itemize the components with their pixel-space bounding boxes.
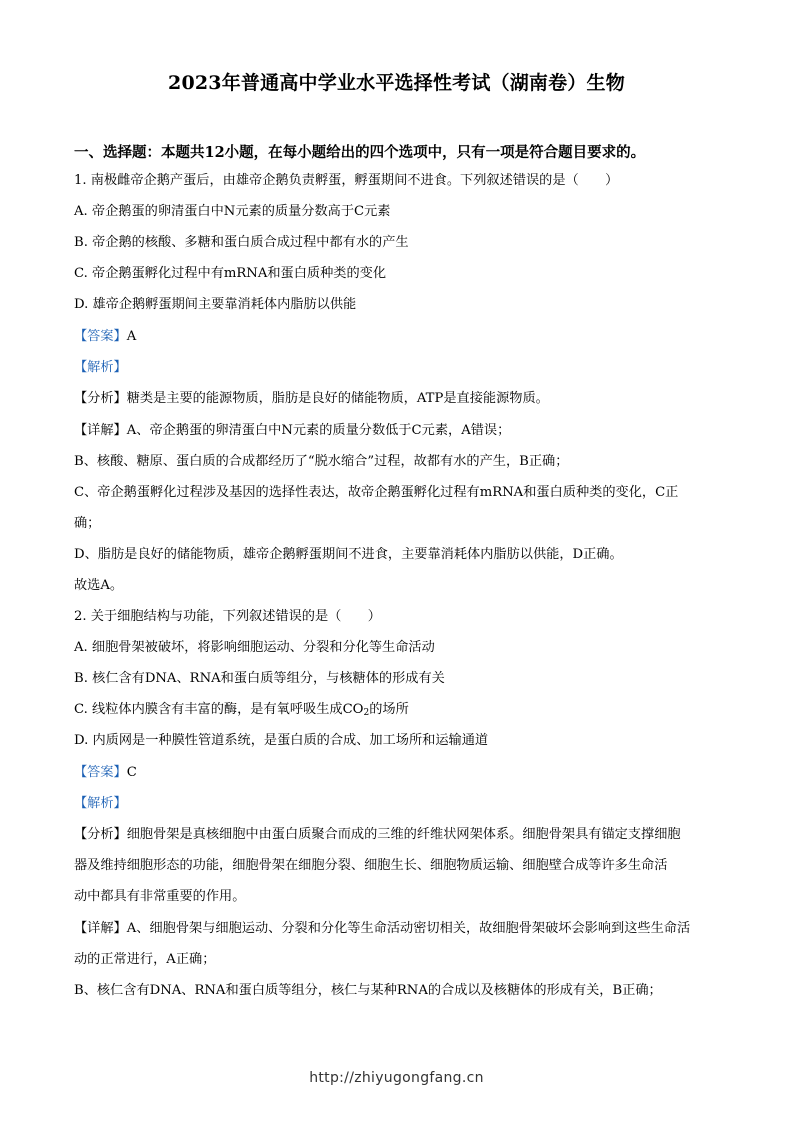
q1-analysis-tag: 【解析】 (74, 360, 127, 375)
option-c-tail: 的场所 (369, 702, 409, 717)
section-heading: 一、选择题：本题共12小题，在每小题给出的四个选项中，只有一项是符合题目要求的。 (74, 144, 646, 161)
q2-xiangjie-a (74, 920, 690, 938)
q2-option-b: B. 核仁含有DNA、RNA和蛋白质等组分，与核糖体的形成有关 (74, 671, 445, 686)
fenxi-text: 糖类是主要的能源物质，脂肪是良好的储能物质，ATP是直接能源物质。 (126, 391, 549, 406)
question-1-stem: 1. 南极雌帝企鹅产蛋后，由雄帝企鹅负责孵蛋，孵蛋期间不进食。下列叙述错误的是（ ） (74, 173, 619, 188)
q1-option-b: B. 帝企鹅的核酸、多糖和蛋白质合成过程中都有水的产生 (74, 235, 409, 250)
xiangjie-text: A、细胞骨架与细胞运动、分裂和分化等生命活动密切相关，故细胞骨架破坏会影响到这些生命活 (126, 921, 691, 936)
fenxi-tag: 【分析】 (74, 827, 127, 842)
q1-conclusion: 故选A。 (74, 578, 124, 593)
q2-xiangjie-a-cont: 动的正常进行，A正确； (74, 952, 216, 967)
q2-option-d: D. 内质网是一种膜性管道系统，是蛋白质的合成、加工场所和运输通道 (74, 733, 489, 748)
xiangjie-tag: 【详解】 (74, 423, 127, 438)
question-2-stem: 2. 关于细胞结构与功能，下列叙述错误的是（ ） (74, 609, 381, 624)
q2-option-a: A. 细胞骨架被破坏，将影响细胞运动、分裂和分化等生命活动 (74, 640, 435, 655)
q2-fenxi-3: 动中都具有非常重要的作用。 (74, 889, 246, 904)
q1-fenxi (74, 390, 549, 408)
q2-answer (74, 764, 137, 782)
q2-analysis-tag: 【解析】 (74, 796, 127, 811)
footer-url: http://zhiyugongfang.cn (309, 1070, 484, 1086)
option-c-subscript: 2 (363, 708, 370, 718)
answer-tag: 【答案】 (74, 765, 127, 780)
q1-option-d: D. 雄帝企鹅孵蛋期间主要靠消耗体内脂肪以供能 (74, 297, 357, 312)
fenxi-text: 细胞骨架是真核细胞中由蛋白质聚合而成的三维的纤维状网架体系。细胞骨架具有锚定支撑细胞 (126, 827, 681, 842)
q1-option-a: A. 帝企鹅蛋的卵清蛋白中N元素的质量分数高于C元素 (74, 204, 391, 219)
answer-value: C (126, 765, 137, 780)
q1-xiangjie-d: D、脂肪是良好的储能物质，雄帝企鹅孵蛋期间不进食，主要靠消耗体内脂肪以供能，D正确。 (74, 547, 623, 562)
q1-xiangjie-c-cont: 确； (74, 516, 101, 531)
fenxi-tag: 【分析】 (74, 391, 127, 406)
q1-xiangjie-a (74, 422, 510, 440)
q1-xiangjie-c: C、帝企鹅蛋孵化过程涉及基因的选择性表达，故帝企鹅蛋孵化过程有mRNA和蛋白质种类的变化，C正 (74, 485, 679, 500)
xiangjie-text: A、帝企鹅蛋的卵清蛋白中N元素的质量分数低于C元素，A错误； (126, 423, 511, 438)
q2-fenxi-1 (74, 826, 681, 844)
q2-option-c (74, 701, 409, 722)
page-title: 2023年普通高中学业水平选择性考试（湖南卷）生物 (168, 72, 625, 94)
q1-answer (74, 328, 136, 346)
answer-value: A (126, 329, 137, 344)
q2-fenxi-2: 器及维持细胞形态的功能，细胞骨架在细胞分裂、细胞生长、细胞物质运输、细胞壁合成等许多生命活 (74, 858, 668, 873)
q1-xiangjie-b: B、核酸、糖原、蛋白质的合成都经历了“脱水缩合”过程，故都有水的产生，B正确； (74, 454, 569, 469)
q1-option-c: C. 帝企鹅蛋孵化过程中有mRNA和蛋白质种类的变化 (74, 266, 387, 281)
answer-tag: 【答案】 (74, 329, 127, 344)
q2-xiangjie-b: B、核仁含有DNA、RNA和蛋白质等组分，核仁与某种RNA的合成以及核糖体的形成有关，B正确； (74, 983, 662, 998)
option-c-text: C. 线粒体内膜含有丰富的酶，是有氧呼吸生成CO (74, 702, 364, 717)
xiangjie-tag: 【详解】 (74, 921, 127, 936)
